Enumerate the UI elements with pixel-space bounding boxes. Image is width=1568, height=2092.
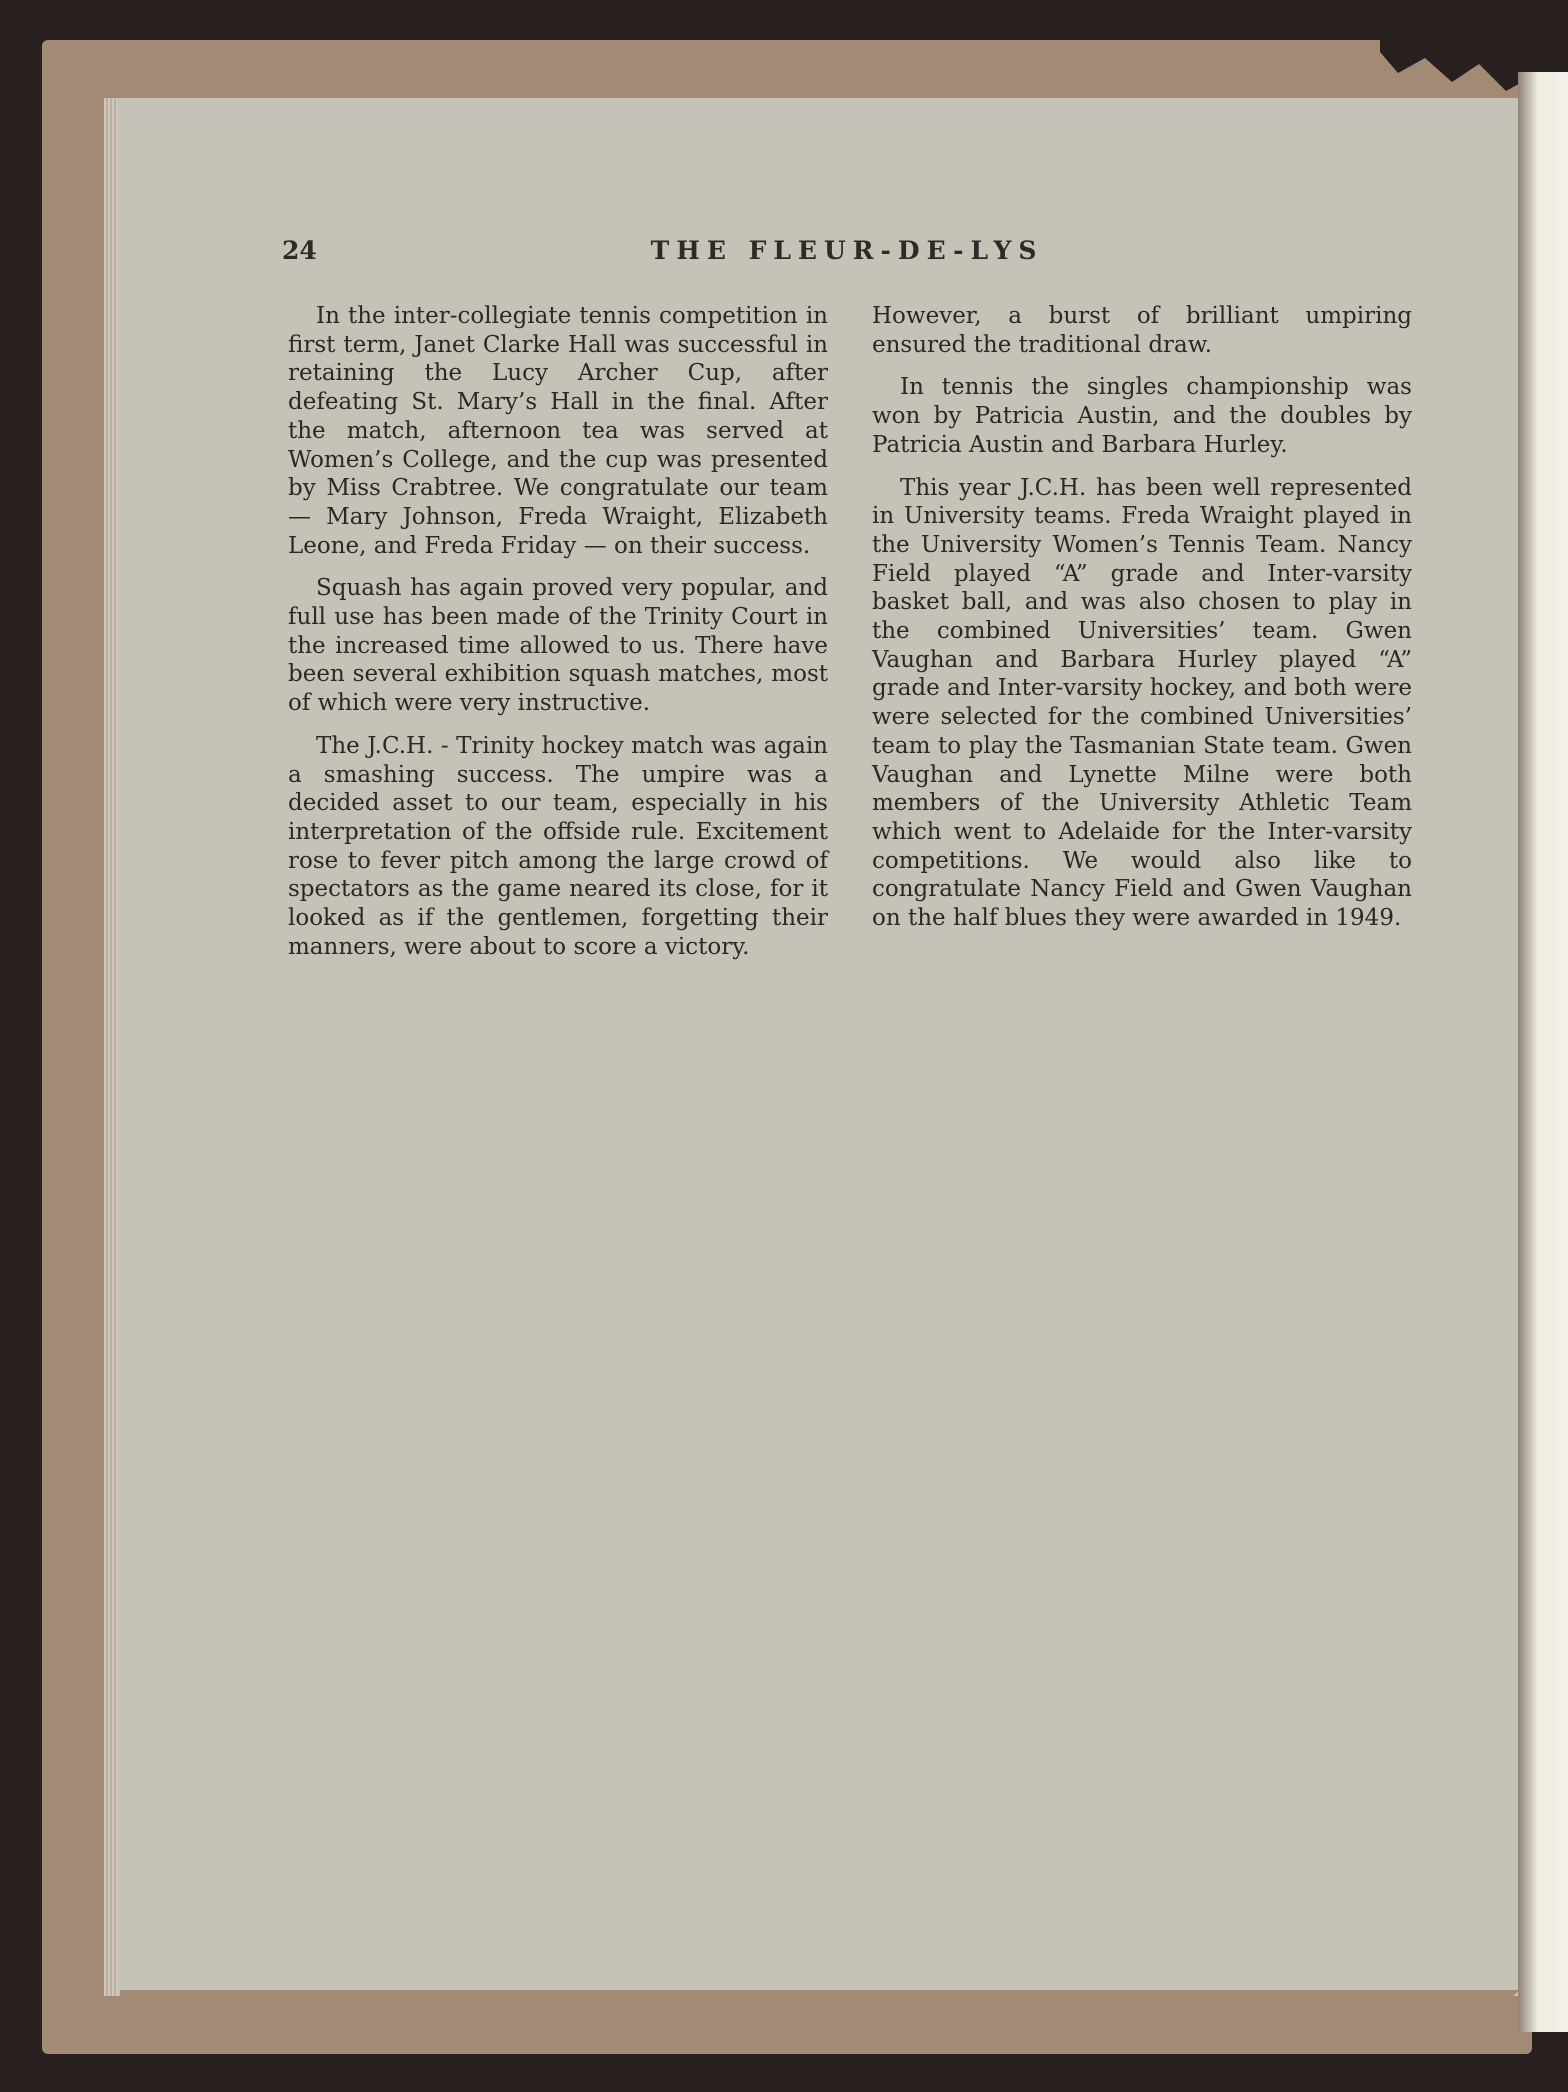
running-head: THE FLEUR-DE-LYS bbox=[650, 236, 1044, 265]
paragraph-tennis-competition: In the inter-collegiate tennis competition in first term, Janet Clarke Hall was successful in retaining the Lucy Archer Cup, after defeating St. Mary’s Hall in the final. After the match, afternoon tea was served at Women’s College, and the cup was presented by Miss Crabtree. We congratulate our team — Mary Johnson, Freda Wraight, Elizabeth Leone, and Freda Friday — on their success. bbox=[288, 303, 828, 559]
paragraph-hockey-match: The J.C.H. - Trinity hockey match was again a smashing success. The umpire was a decided asset to our team, especially in his interpretation of the offside rule. Excitement rose to fever pitch among the large crowd of spectators as the game neared its close, for it looked as if the gentlemen, forgetting their manners, were about to score a victory. bbox=[288, 732, 828, 960]
paragraph-tennis-championship: In tennis the singles championship was won by Patricia Austin, and the doubles by Patricia Austin and Barbara Hurley. bbox=[872, 374, 1412, 458]
page-number: 24 bbox=[282, 236, 317, 265]
paragraph-university-teams: This year J.C.H. has been well represented in University teams. Freda Wraight played in the University Women’s Tennis Team. Nancy Field played “A” grade and Inter-varsity basket ball, and was also chosen to play in the combined Universities’ team. Gwen Vaughan and Barbara Hurley played “A” grade and Inter-varsity hockey, and both were were selected for the combined Universities’ team to play the Tasmanian State team. Gwen Vaughan and Lynette Milne were both members of the University Athletic Team which went to Adelaide for the Inter-varsity competitions. We would also like to congratulate Nancy Field and Gwen Vaughan on the half blues they were awarded in 1949. bbox=[872, 474, 1412, 932]
right-column bbox=[872, 302, 1412, 947]
page-header bbox=[282, 236, 1412, 280]
paragraph-umpiring: However, a burst of brilliant umpiring ensured the traditional draw. bbox=[872, 303, 1412, 358]
facing-page-edge bbox=[1518, 72, 1568, 2032]
left-column bbox=[288, 302, 828, 975]
paragraph-squash: Squash has again proved very popular, and full use has been made of the Trinity Court in the increased time allowed to us. There have been several exhibition squash matches, most of which were very instructive. bbox=[288, 575, 828, 717]
